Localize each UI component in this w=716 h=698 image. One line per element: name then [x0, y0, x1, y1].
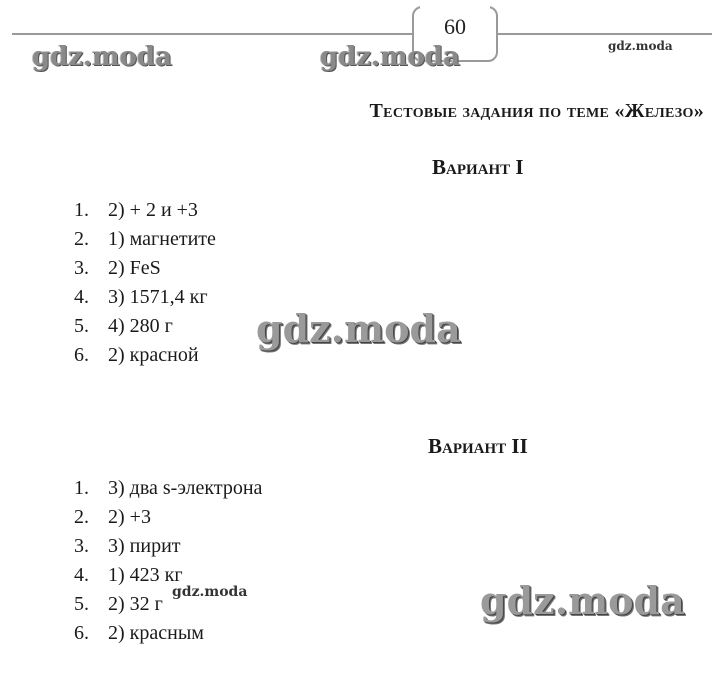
watermark-middle: gdz.moda — [256, 306, 461, 351]
list-item: 1. 2) + 2 и +3 — [74, 199, 198, 221]
list-item: 6. 2) красным — [74, 622, 204, 644]
list-item: 3. 2) FeS — [74, 257, 161, 279]
list-item: 4. 3) 1571,4 кг — [74, 286, 208, 308]
watermark-bottom-small: gdz.moda — [172, 584, 248, 600]
list-item: 1. 3) два s-электрона — [74, 477, 263, 499]
page-number: 60 — [444, 14, 466, 39]
list-item: 2. 1) магнетите — [74, 228, 216, 250]
variant-1-heading: Вариант I — [432, 155, 524, 179]
watermark-top-center: gdz.moda — [320, 42, 461, 72]
list-item: 5. 4) 280 г — [74, 315, 173, 337]
variant-2-heading: Вариант II — [428, 434, 528, 458]
list-item: 6. 2) красной — [74, 344, 199, 366]
header-rule — [12, 33, 712, 35]
variant-1-answer-list — [74, 196, 216, 370]
list-item: 5. 2) 32 г — [74, 593, 163, 615]
watermark-top-right: gdz.moda — [608, 39, 673, 53]
list-item: 2. 2) +3 — [74, 506, 151, 528]
variant-2-answer-list — [74, 474, 262, 648]
list-item: 3. 3) пирит — [74, 535, 181, 557]
page-title: Тестовые задания по теме «Железо» — [369, 100, 704, 122]
list-item: 4. 1) 423 кг — [74, 564, 183, 586]
watermark-bottom-right: gdz.moda — [480, 578, 685, 623]
watermark-top-left: gdz.moda — [32, 42, 173, 72]
